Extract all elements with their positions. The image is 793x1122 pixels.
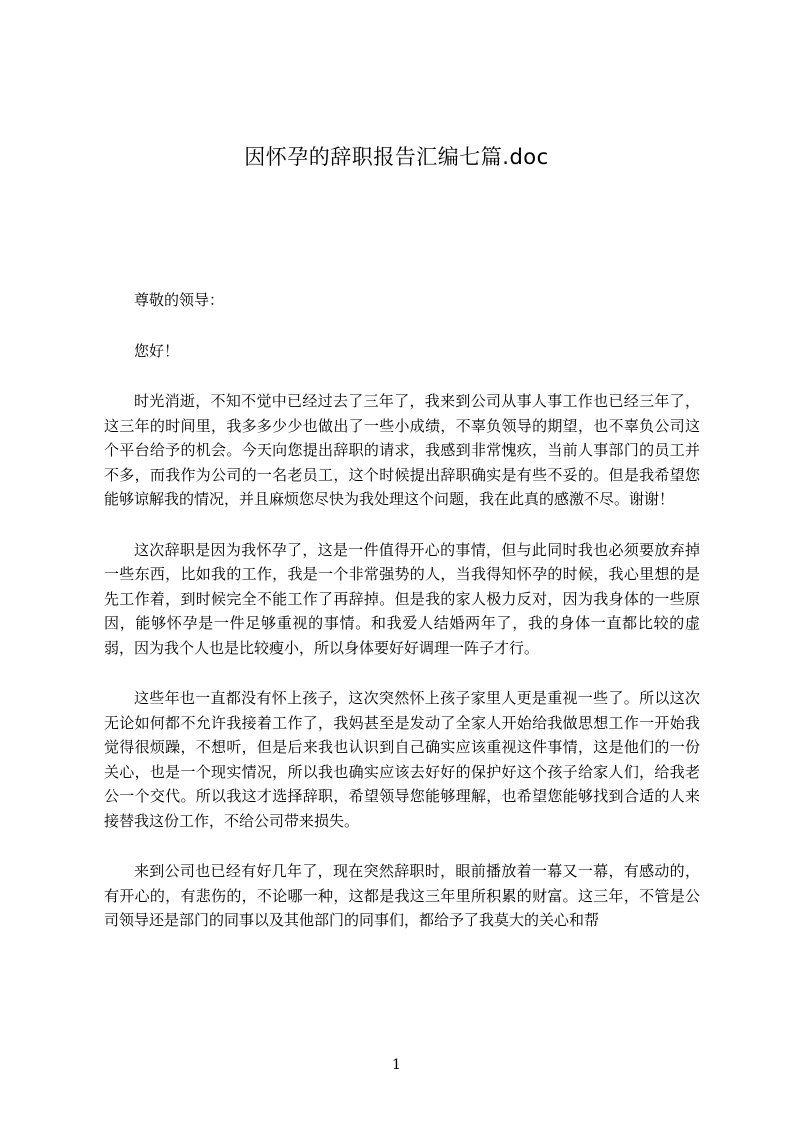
paragraph: 这次辞职是因为我怀孕了，这是一件值得开心的事情，但与此同时我也必须要放弃掉一些东西，比如我的工作，我是一个非常强势的人，当我得知怀孕的时候，我心里想的是先工作着，到时候完全不能工作了再辞掉。但是我的家人极力反对，因为我身体的一些原因，能够怀孕是一件足够重视的事情。和我爱人结婚两年了，我的身体一直都比较的虚弱，因为我个人也是比较瘦小，所以身体要好好调理一阵子才行。 xyxy=(104,540,700,657)
document-body xyxy=(104,288,700,959)
greeting: 您好！ xyxy=(134,341,180,360)
paragraph: 时光消逝，不知不觉中已经过去了三年了，我来到公司从事人事工作也已经三年了，这三年的时间里，我多多少少也做出了一些小成绩，不辜负领导的期望，也不辜负公司这个平台给予的机会。今天向您提出辞职的请求，我感到非常愧疚，当前人事部门的员工并不多，而我作为公司的一名老员工，这个时候提出辞职确实是有些不妥的。但是我希望您能够谅解我的情况，并且麻烦您尽快为我处理这个问题，我在此真的感激不尽。谢谢！ xyxy=(104,392,700,508)
paragraph: 这些年也一直都没有怀上孩子，这次突然怀上孩子家里人更是重视一些了。所以这次无论如何都不允许我接着工作了，我妈甚至是发动了全家人开始给我做思想工作一开始我觉得很烦躁，不想听，但是后来我也认识到自己确实应该重视这件事情，这是他们的一份关心，也是一个现实情况，所以我也确实应该去好好的保护好这个孩子给家人们，给我老公一个交代。所以我这才选择辞职，希望领导您能够理解，也希望您能够找到合适的人来接替我这份工作，不给公司带来损失。 xyxy=(104,689,700,830)
paragraph: 来到公司也已经有好几年了，现在突然辞职时，眼前播放着一幕又一幕，有感动的，有开心的，有悲伤的，不论哪一种，这都是我这三年里所积累的财富。这三年，不管是公司领导还是部门的同事以及其他部门的同事们，都给予了我莫大的关心和帮 xyxy=(104,862,700,929)
salutation: 尊敬的领导： xyxy=(134,291,225,309)
document-title: 因怀孕的辞职报告汇编七篇.doc xyxy=(244,145,549,169)
page-number: 1 xyxy=(392,1057,401,1073)
